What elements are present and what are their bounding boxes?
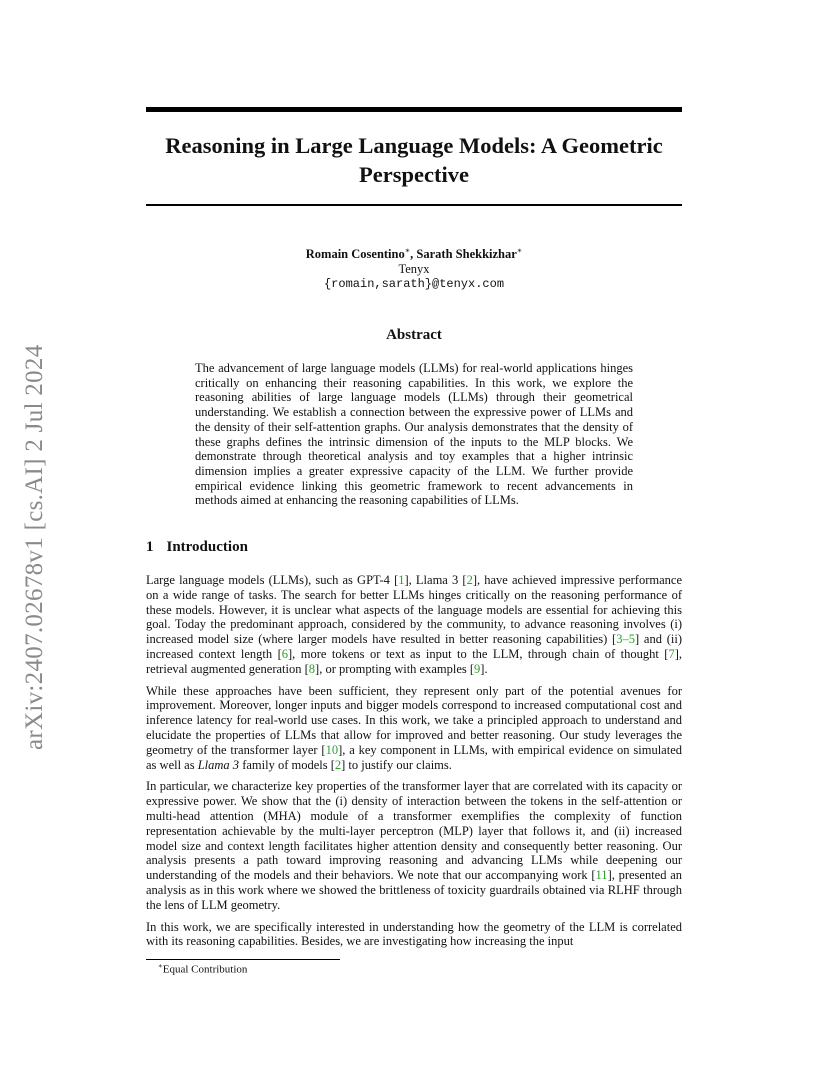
citation-link[interactable]: 2 <box>334 757 342 772</box>
paragraph: In particular, we characterize key properties of the transformer layer that are correlated with its capacity or expressive power. We show that the (i) density of interaction between the tokens in the self-attention or multi-head attention (MHA) module of a transformer exemplifies the complexity of function representation achievable by the multi-layer perceptron (MLP) layer that follows it, and (ii) increased model size and context length facilitates higher attention density and consequently better reasoning. Our analysis presents a path toward improving reasoning and advancing LLMs while deepening our understanding of the models and their behaviors. We note that our accompanying work [11], presented an analysis as in this work where we showed the brittleness of toxicity guardrails obtained via RLHF through the lens of LLM geometry. <box>146 779 682 912</box>
author-name: Romain Cosentino <box>305 247 405 262</box>
citation-link[interactable]: 10 <box>325 742 339 757</box>
equal-contribution-mark: ∗ <box>404 246 411 255</box>
paragraph: While these approaches have been sufficient, they represent only part of the potential avenues for improvement. Moreover, longer inputs and bigger models correspond to increased computational cost and inference latency for real-world use cases. In this work, we take a principled approach to understand and elucidate the properties of LLMs that allow for improved and better reasoning. Our study leverages the geometry of the transformer layer [10], a key component in LLMs, with empirical evidence on simulated as well as Llama 3 family of models [2] to justify our claims. <box>146 683 682 772</box>
footnote-rule <box>146 959 340 960</box>
abstract-heading: Abstract <box>386 327 442 343</box>
affiliation: Tenyx <box>398 262 430 277</box>
section-body <box>146 573 682 956</box>
citation-link[interactable]: 1 <box>398 573 405 587</box>
abstract-text: The advancement of large language models (LLMs) for real-world applications hinges critically on enhancing their reasoning capabilities. In this work, we explore the reasoning abilities of large language models (LLMs) through their geometrical understanding. We establish a connection between the expressive power of LLMs and the density of their self-attention graphs. Our analysis demonstrates that the density of these graphs defines the intrinsic dimension of the inputs to the MLP blocks. We demonstrate through theoretical analysis and toy examples that a higher intrinsic dimension implies a greater expressive capacity of the LLM. We further provide empirical evidence linking this geometric framework to recent advancements in methods aimed at enhancing the reasoning capabilities of LLMs. <box>195 361 633 508</box>
author-name: Sarath Shekkizhar <box>416 247 517 262</box>
arxiv-stamp: arXiv:2407.02678v1 [cs.AI] 2 Jul 2024 <box>21 344 48 750</box>
footnote <box>158 962 247 976</box>
paragraph: Large language models (LLMs), such as GPT-4 [1], Llama 3 [2], have achieved impressive performance on a wide range of tasks. The search for better LLMs hinges critically on the reasoning performance of these models. However, it is unclear what aspects of the language models are essential for achieving this goal. Today the predominant approach, considered by the community, to advance reasoning involves (i) increased model size (where larger models have resulted in better reasoning capabilities) [3–5] and (ii) increased context length [6], more tokens or text as input to the LLM, through chain of thought [7], retrieval augmented generation [8], or prompting with examples [9]. <box>146 573 683 676</box>
footnote-mark: ∗ <box>158 962 163 970</box>
equal-contribution-mark: ∗ <box>516 246 523 255</box>
citation-link[interactable]: 2 <box>466 573 473 587</box>
author-email: {romain,sarath}@tenyx.com <box>323 277 505 292</box>
citation-link[interactable]: 9 <box>474 661 481 676</box>
author-block <box>146 243 682 292</box>
paper-title: Reasoning in Large Language Models: A Geometric Perspective <box>165 133 663 187</box>
title-rule-top <box>146 107 682 112</box>
citation-link[interactable]: 6 <box>281 646 288 661</box>
section-title: Introduction <box>166 539 248 555</box>
author-names: Romain Cosentino∗, Sarath Shekkizhar∗ <box>305 246 523 262</box>
footnote-text: Equal Contribution <box>162 963 248 976</box>
title-rule-bottom <box>146 204 682 206</box>
citation-link[interactable]: 8 <box>308 661 316 676</box>
citation-link[interactable]: 11 <box>595 868 608 883</box>
citation-link[interactable]: 3 <box>616 632 623 647</box>
section-number: 1 <box>146 539 154 555</box>
citation-link[interactable]: 7 <box>668 646 675 661</box>
section-heading <box>146 539 248 556</box>
citation-link[interactable]: 5 <box>628 632 635 647</box>
paragraph: In this work, we are specifically interested in understanding how the geometry of the LLM is correlated with its reasoning capabilities. Besides, we are investigating how increasing the input <box>146 919 682 949</box>
